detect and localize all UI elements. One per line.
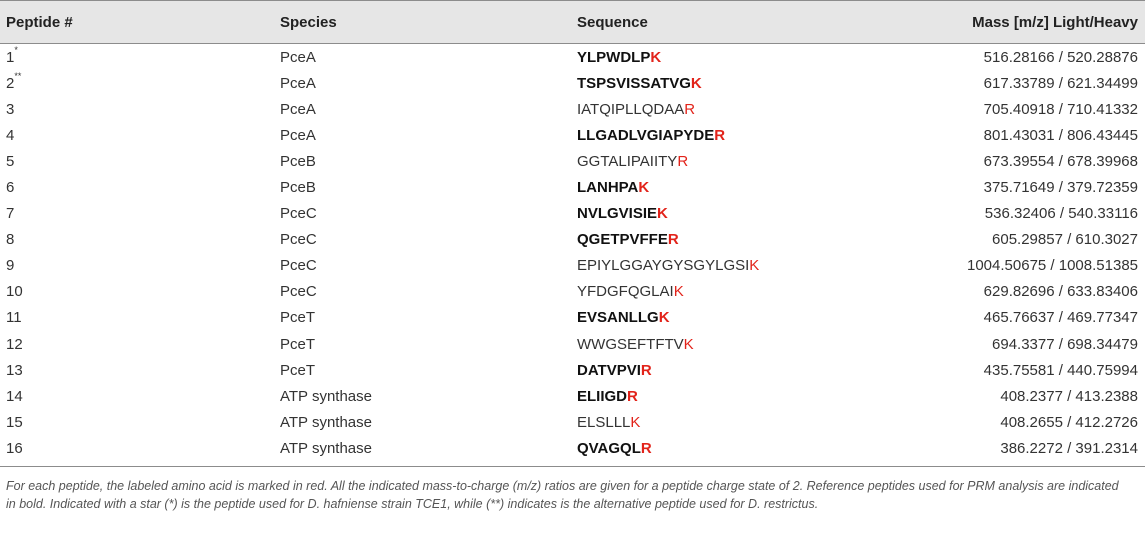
peptide-mark: * [14,44,18,55]
table-row [0,174,1145,200]
table-row [0,122,1145,148]
peptide-number: 9 [6,257,15,275]
cell-peptide-number [0,174,280,200]
sequence-body: ELIIGD [577,387,628,405]
table-row [0,253,1145,279]
cell-sequence [577,70,877,96]
cell-mass: 605.29857 / 610.3027 [992,231,1138,249]
cell-peptide-number [0,253,280,279]
cell-species: PceB [280,179,316,197]
sequence-labeled-residue: K [673,283,684,301]
cell-sequence [577,331,877,357]
cell-mass: 629.82696 / 633.83406 [983,283,1138,301]
table-row [0,331,1145,357]
table-row [0,148,1145,174]
peptide-number: 6 [6,179,15,197]
cell-mass: 536.32406 / 540.33116 [984,205,1138,223]
cell-sequence [577,227,877,253]
sequence-labeled-residue: K [658,309,670,327]
cell-species: ATP synthase [280,387,372,405]
sequence-body: ELSLLL [577,413,631,431]
peptide-number: 10 [6,283,23,301]
header-mass: Mass [m/z] Light/Heavy [972,13,1138,31]
table-row [0,96,1145,122]
cell-sequence [577,409,877,435]
sequence-body: TSPSVISSATVG [577,74,691,92]
sequence-body: EPIYLGGAYGYSGYLGSI [577,257,750,275]
table-body [0,44,1145,466]
cell-mass: 386.2272 / 391.2314 [1000,439,1138,457]
cell-species: PceC [280,231,317,249]
cell-peptide-number [0,122,280,148]
cell-sequence [577,435,877,465]
table-row [0,201,1145,227]
sequence-labeled-residue: R [640,361,652,379]
table-row [0,44,1145,71]
header-row [0,1,1145,44]
cell-mass: 408.2655 / 412.2726 [1000,413,1138,431]
table-row [0,305,1145,331]
cell-mass: 617.33789 / 621.34499 [983,74,1138,92]
sequence-labeled-residue: K [690,74,702,92]
sequence-labeled-residue: R [684,100,696,118]
cell-sequence [577,305,877,331]
cell-mass: 465.76637 / 469.77347 [983,309,1138,327]
sequence-body: YLPWDLP [577,48,651,66]
sequence-body: DATVPVI [577,361,641,379]
table-row [0,357,1145,383]
header-sequence: Sequence [577,13,648,31]
cell-species: ATP synthase [280,439,372,457]
cell-species: PceA [280,100,316,118]
cell-peptide-number [0,70,280,96]
cell-sequence [577,201,877,227]
cell-mass: 408.2377 / 413.2388 [1000,387,1138,405]
cell-peptide-number [0,201,280,227]
sequence-body: WWGSEFTFTV [577,335,684,353]
cell-species: PceA [280,74,316,92]
cell-peptide-number [0,227,280,253]
cell-peptide-number [0,383,280,409]
table-footnote: For each peptide, the labeled amino acid is marked in red. All the indicated mass-to-charge (m/z) ratios are given for a peptide charge state of 2. Reference peptides used for PRM analysis are indicated in bold. Indicated with a star (*) is the peptide used for D. hafniense strain TCE1, while (**) indicates is the alternative peptide used for D. restrictus. [6,478,1119,511]
sequence-labeled-residue: K [657,205,668,223]
sequence-body: LANHPA [577,179,639,197]
peptide-number: 7 [6,205,15,223]
cell-sequence [577,122,877,148]
cell-peptide-number [0,96,280,122]
cell-sequence [577,357,877,383]
header-species: Species [280,13,337,31]
table-header [0,1,1145,44]
cell-mass: 694.3377 / 698.34479 [992,335,1138,353]
cell-peptide-number [0,305,280,331]
sequence-labeled-residue: K [749,257,760,275]
sequence-body: YFDGFQGLAI [577,283,674,301]
cell-mass: 705.40918 / 710.41332 [983,100,1138,118]
peptide-number: 14 [6,387,23,405]
table-row [0,70,1145,96]
sequence-labeled-residue: R [677,152,689,170]
cell-peptide-number [0,148,280,174]
cell-species: ATP synthase [280,413,372,431]
cell-sequence [577,383,877,409]
sequence-body: NVLGVISIE [577,205,658,223]
table-row [0,435,1145,465]
cell-mass: 1004.50675 / 1008.51385 [967,257,1138,275]
sequence-labeled-residue: K [650,48,662,66]
cell-species: PceC [280,205,317,223]
peptide-number: 13 [6,361,23,379]
sequence-labeled-residue: K [638,179,650,197]
cell-sequence [577,96,877,122]
cell-mass: 516.28166 / 520.28876 [983,48,1138,66]
cell-sequence [577,174,877,200]
cell-peptide-number [0,409,280,435]
cell-mass: 435.75581 / 440.75994 [983,361,1138,379]
cell-mass: 673.39554 / 678.39968 [983,152,1138,170]
cell-species: PceC [280,283,317,301]
cell-species: PceT [280,309,316,327]
table-row [0,383,1145,409]
peptide-number: 8 [6,231,15,249]
peptide-number: 2 [6,74,15,92]
cell-peptide-number [0,279,280,305]
table-row [0,409,1145,435]
cell-mass: 801.43031 / 806.43445 [983,126,1138,144]
peptide-number: 15 [6,413,23,431]
peptide-mark: ** [14,70,22,81]
sequence-labeled-residue: R [714,126,726,144]
cell-peptide-number [0,331,280,357]
sequence-labeled-residue: K [630,413,641,431]
sequence-body: LLGADLVGIAPYDE [577,126,715,144]
cell-species: PceC [280,257,317,275]
peptide-number: 1 [6,48,15,66]
sequence-body: QVAGQL [577,439,641,457]
peptide-number: 11 [6,309,22,327]
cell-species: PceB [280,152,316,170]
header-peptide: Peptide # [6,13,73,31]
peptide-number: 3 [6,100,15,118]
sequence-body: GGTALIPAIITY [577,152,678,170]
cell-peptide-number [0,435,280,465]
peptide-number: 4 [6,126,15,144]
sequence-labeled-residue: R [640,439,652,457]
cell-sequence [577,253,877,279]
table-row [0,227,1145,253]
sequence-body: QGETPVFFE [577,231,668,249]
cell-sequence [577,279,877,305]
peptide-number: 12 [6,335,23,353]
cell-species: PceA [280,48,316,66]
cell-sequence [577,148,877,174]
table-row [0,279,1145,305]
cell-mass: 375.71649 / 379.72359 [983,179,1138,197]
cell-species: PceT [280,361,316,379]
cell-species: PceT [280,335,316,353]
sequence-body: IATQIPLLQDAA [577,100,685,118]
sequence-labeled-residue: K [683,335,694,353]
peptide-number: 16 [6,439,23,457]
sequence-labeled-residue: R [667,231,679,249]
peptide-number: 5 [6,152,15,170]
cell-species: PceA [280,126,316,144]
cell-peptide-number [0,44,280,71]
sequence-labeled-residue: R [627,387,638,405]
sequence-body: EVSANLLG [577,309,659,327]
cell-sequence [577,44,877,71]
cell-peptide-number [0,357,280,383]
